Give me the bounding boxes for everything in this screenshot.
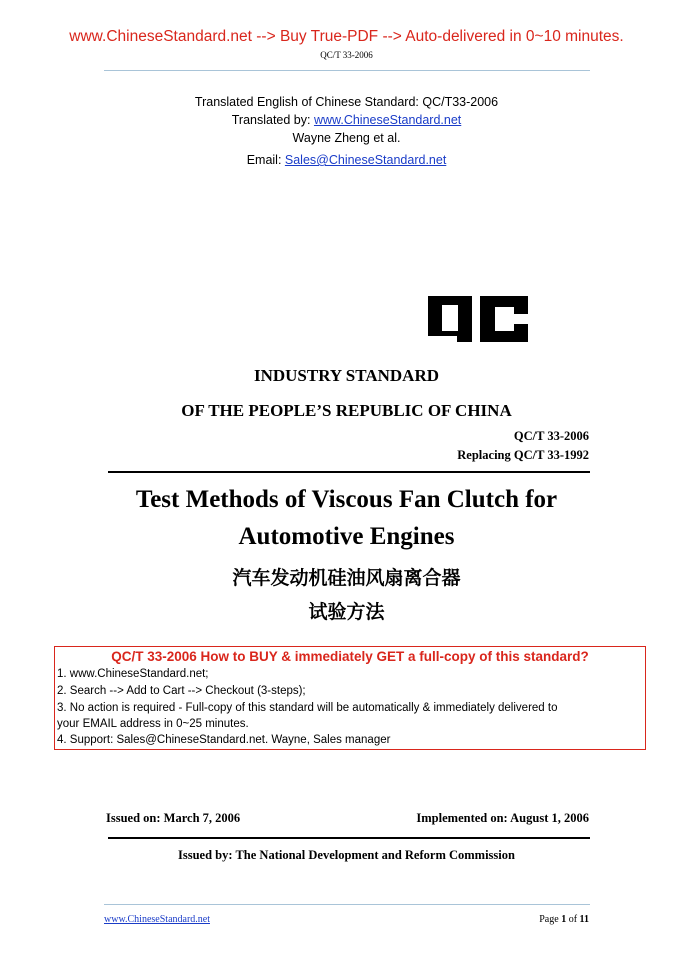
header-divider bbox=[108, 471, 590, 473]
page-label: Page bbox=[539, 914, 562, 925]
standard-line-1: INDUSTRY STANDARD bbox=[253, 366, 439, 385]
qc-logo bbox=[428, 296, 528, 342]
title-zh-line-2: 试验方法 bbox=[308, 601, 385, 623]
issued-by: Issued by: The National Development and Reform Commission bbox=[178, 848, 515, 862]
current-page: 1 bbox=[561, 914, 567, 925]
footer-rule bbox=[104, 904, 590, 905]
buy-info-box bbox=[54, 646, 646, 750]
footer-link[interactable]: www.ChineseStandard.net bbox=[104, 914, 210, 925]
issued-divider bbox=[108, 837, 590, 839]
buy-step-2: 2. Search --> Add to Cart --> Checkout (3-steps); bbox=[57, 685, 306, 697]
title-zh-line-1: 汽车发动机硅油风扇离合器 bbox=[232, 567, 461, 589]
standard-line-2: OF THE PEOPLE’S REPUBLIC OF CHINA bbox=[181, 401, 512, 420]
translation-line: Translated English of Chinese Standard: QC/T33-2006 bbox=[194, 95, 499, 109]
translated-by-link[interactable]: www.ChineseStandard.net bbox=[313, 113, 462, 127]
replacing-code: Replacing QC/T 33-1992 bbox=[457, 448, 589, 462]
standard-code: QC/T 33-2006 bbox=[513, 429, 589, 443]
buy-step-1: 1. www.ChineseStandard.net; bbox=[57, 668, 209, 680]
header-rule bbox=[104, 70, 590, 71]
buy-step-4: 4. Support: Sales@ChineseStandard.net. Wayne, Sales manager bbox=[57, 734, 391, 746]
issued-on: Issued on: March 7, 2006 bbox=[106, 811, 241, 825]
page-number bbox=[539, 914, 589, 925]
translated-by-label: Translated by: bbox=[231, 113, 314, 127]
email-link[interactable]: Sales@ChineseStandard.net bbox=[284, 153, 447, 167]
buy-box-title: QC/T 33-2006 How to BUY & immediately GET a full-copy of this standard? bbox=[111, 649, 589, 664]
email-line bbox=[0, 153, 693, 167]
title-en-line-1: Test Methods of Viscous Fan Clutch for bbox=[135, 486, 558, 513]
buy-step-3: 3. No action is required - Full-copy of this standard will be automatically & immediately delivered to bbox=[57, 702, 558, 714]
title-en-line-2: Automotive Engines bbox=[238, 523, 455, 550]
top-banner[interactable]: www.ChineseStandard.net --> Buy True-PDF --> Auto-delivered in 0~10 minutes. bbox=[69, 28, 624, 45]
email-label: Email: bbox=[246, 153, 285, 167]
implemented-on: Implemented on: August 1, 2006 bbox=[416, 811, 589, 825]
of-label: of bbox=[566, 914, 580, 925]
total-pages: 11 bbox=[579, 914, 589, 925]
translators-line: Wayne Zheng et al. bbox=[292, 131, 401, 145]
header-standard-code: QC/T 33-2006 bbox=[320, 50, 373, 60]
translated-by-line bbox=[0, 113, 693, 127]
buy-step-3-continued: your EMAIL address in 0~25 minutes. bbox=[57, 718, 249, 730]
